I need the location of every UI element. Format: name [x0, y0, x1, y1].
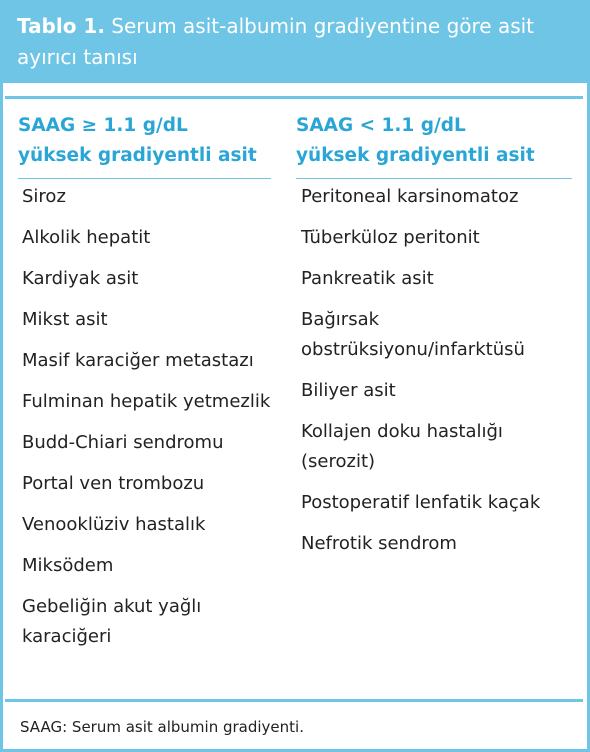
list-item: Siroz [22, 186, 66, 207]
list-item: Biliyer asit [301, 380, 396, 401]
list-item: Miksödem [22, 555, 114, 576]
table-body [5, 96, 583, 702]
list-item: Fulminan hepatik yetmezlik [22, 391, 271, 412]
column-header-left-line1: SAAG ≥ 1.1 g/dL [18, 115, 188, 136]
column-header-right-line1: SAAG < 1.1 g/dL [296, 115, 466, 136]
list-item: Portal ven trombozu [22, 473, 205, 494]
list-item: Bağırsak obstrüksiyonu/infarktüsü [301, 309, 525, 360]
table-title [3, 3, 587, 83]
column-header-left-line2: yüksek gradiyentli asit [18, 145, 257, 166]
column-header-left [18, 111, 257, 171]
list-item: Tüberküloz peritonit [301, 227, 480, 248]
list-item: Kardiyak asit [22, 268, 139, 289]
list-item: Venooklüziv hastalık [22, 514, 206, 535]
list-item: Pankreatik asit [301, 268, 434, 289]
list-item: Alkolik hepatit [22, 227, 151, 248]
header-divider-right [296, 178, 572, 179]
list-item: Gebeliğin akut yağlı karaciğeri [22, 596, 202, 647]
column-header-right-line2: yüksek gradiyentli asit [296, 145, 535, 166]
list-item: Kollajen doku hastalığı (serozit) [301, 421, 503, 472]
list-item: Peritoneal karsinomatoz [301, 186, 519, 207]
table-title-lead: Tablo 1. [17, 14, 105, 38]
list-item: Budd-Chiari sendromu [22, 432, 224, 453]
column-left-list [22, 182, 277, 652]
header-divider-left [18, 178, 271, 179]
column-header-right [296, 111, 535, 171]
table-footnote: SAAG: Serum asit albumin gradiyenti. [20, 718, 304, 736]
list-item: Nefrotik sendrom [301, 533, 457, 554]
list-item: Postoperatif lenfatik kaçak [301, 492, 541, 513]
list-item: Masif karaciğer metastazı [22, 350, 254, 371]
list-item: Mikst asit [22, 309, 108, 330]
table-title-text: Serum asit-albumin gradiyentine göre asit ayırıcı tanısı [17, 14, 535, 69]
column-right-list [301, 182, 577, 559]
